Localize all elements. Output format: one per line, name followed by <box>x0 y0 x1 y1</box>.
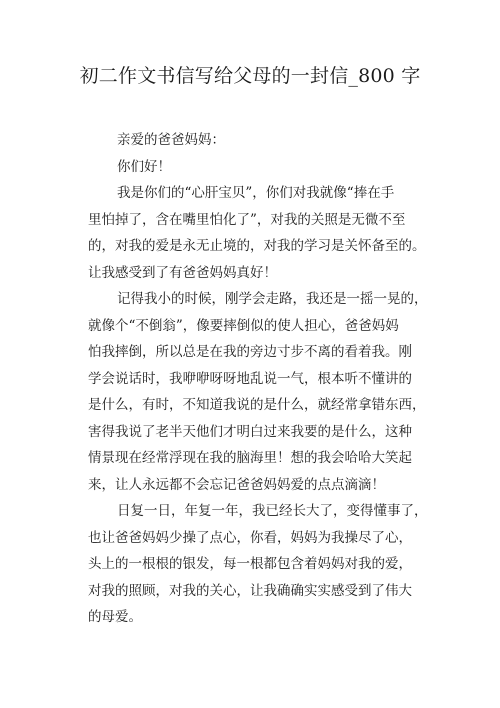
text-line: 你们好！ <box>117 158 171 175</box>
text-line: 害得我说了老半天他们才明白过来我要的是什么，这种 <box>88 423 412 440</box>
text-line: 是什么，有时，不知道我说的是什么，就经常拿错东西， <box>88 397 426 413</box>
text-line: 的，对我的爱是永无止境的，对我的学习是关怀备至的。 <box>88 238 426 254</box>
text-line: 也让爸爸妈妈少操了点心，你看，妈妈为我操尽了心， <box>88 529 412 546</box>
text-line: 就像个“不倒翁”，像要摔倒似的使人担心，爸爸妈妈 <box>88 317 399 334</box>
text-line: 我是你们的“心肝宝贝”，你们对我就像“捧在手 <box>117 185 395 201</box>
text-line: 情景现在经常浮现在我的脑海里！想的我会哈哈大笑起 <box>88 450 412 466</box>
text-line: 里怕掉了，含在嘴里怕化了”，对我的关照是无微不至 <box>88 211 406 228</box>
text-line: 对我的照顾，对我的关心，让我确确实实感受到了伟大 <box>88 582 412 599</box>
letter-body <box>88 127 428 631</box>
text-line: 头上的一根根的银发，每一根都包含着妈妈对我的爱， <box>88 556 412 572</box>
text-line: 让我感受到了有爸爸妈妈真好！ <box>88 264 277 281</box>
text-line: 来，让人永远都不会忘记爸爸妈妈爱的点点滴滴！ <box>88 476 385 493</box>
text-line: 记得我小的时候，刚学会走路，我还是一摇一晃的， <box>117 291 428 307</box>
text-line: 的母爱。 <box>88 609 142 625</box>
text-line: 亲爱的爸爸妈妈： <box>117 132 225 148</box>
text-line: 怕我摔倒，所以总是在我的旁边寸步不离的看着我。刚 <box>88 344 412 360</box>
text-line: 日复一日，年复一年，我已经长大了，变得懂事了， <box>117 503 428 519</box>
document-title: 初二作文书信写给父母的一封信_800 字 <box>79 65 421 87</box>
text-line: 学会说话时，我咿咿呀呀地乱说一气，根本听不懂讲的 <box>88 370 412 387</box>
